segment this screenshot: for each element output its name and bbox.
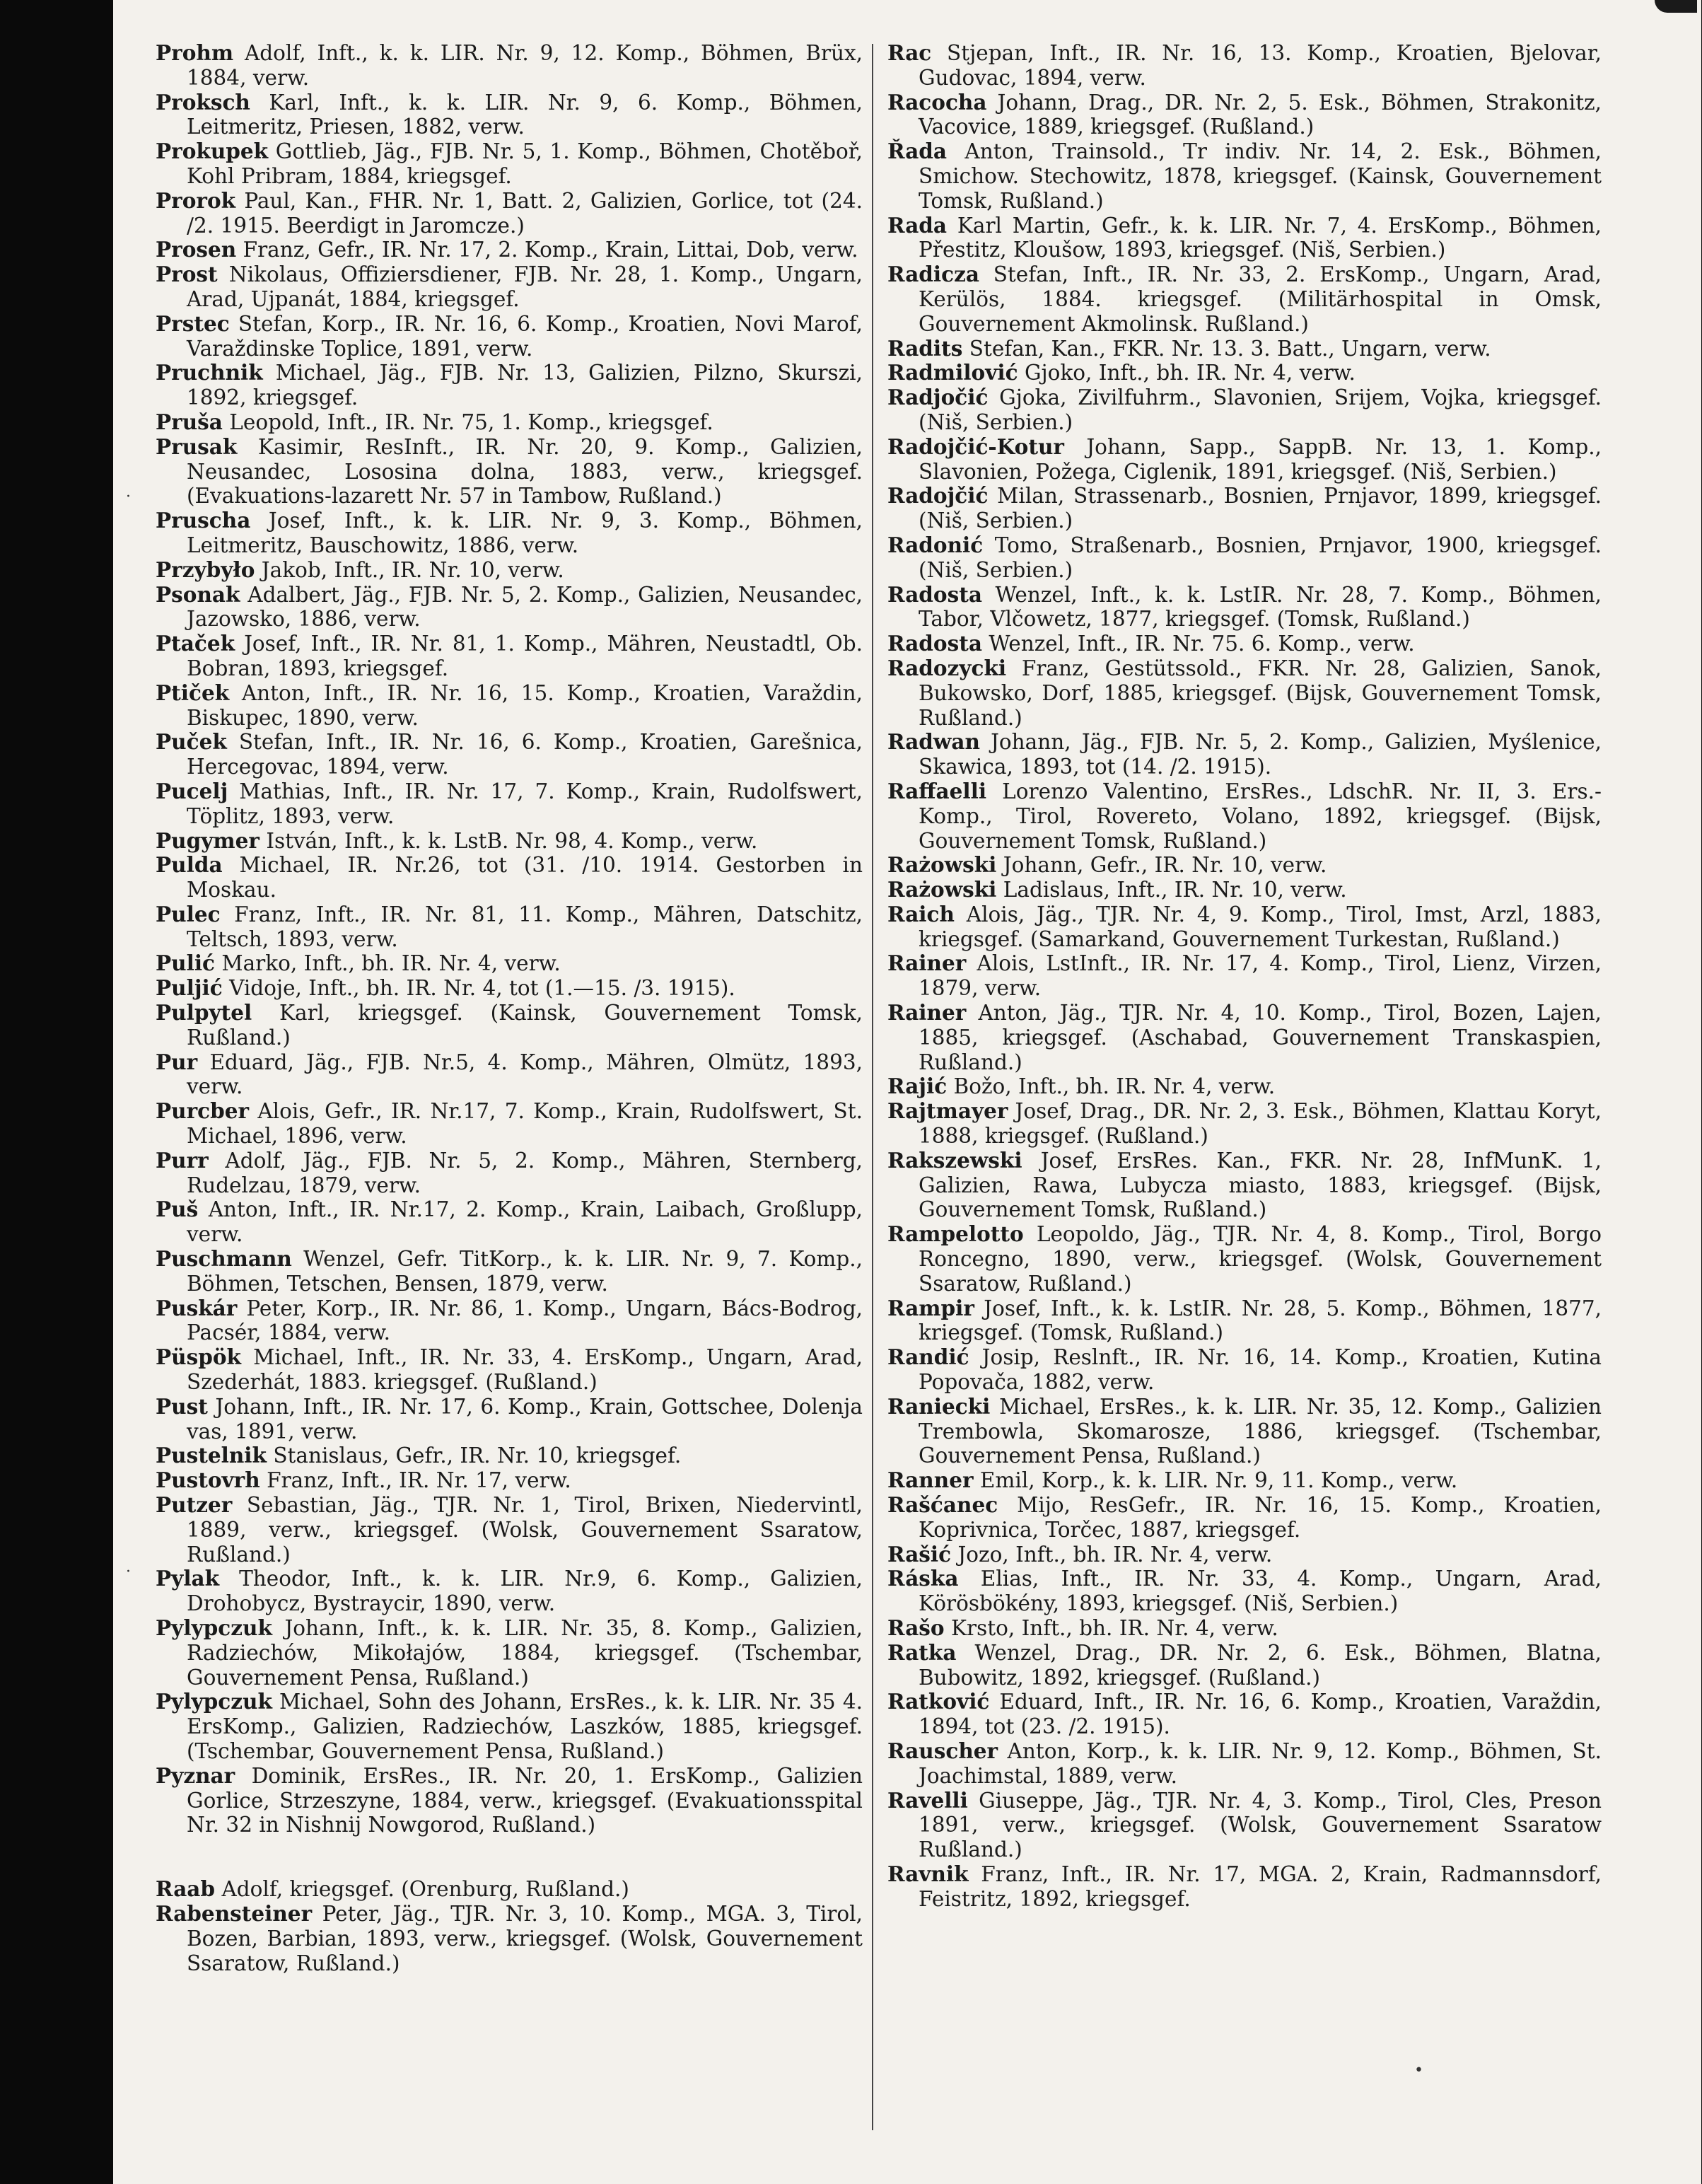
register-entry [156,976,863,1001]
entry-details: Johann, Inft., IR. Nr. 17, 6. Komp., Krain, Gottschee, Dolenja vas, 1891, verw. [187,1394,863,1444]
entry-surname: Raab [156,1876,216,1902]
section-gap [156,1837,863,1877]
entry-surname: Radojčić [887,483,989,509]
entry-surname: Pylypczuk [156,1615,272,1640]
register-entry [156,829,863,854]
entry-details: Josef, Inft., k. k. LstIR. Nr. 28, 5. Komp., Böhmen, 1877, kriegsgef. (Tomsk, Rußland.) [919,1296,1602,1345]
entry-details: Stanislaus, Gefr., IR. Nr. 10, kriegsgef. [266,1444,682,1468]
entry-details: Milan, Strassenarb., Bosnien, Prnjavor, 1899, kriegsgef. (Niš, Serbien.) [919,484,1602,533]
entry-surname: Ratković [887,1689,990,1714]
register-entry [156,1444,863,1468]
entry-details: Alois, Jäg., TJR. Nr. 4, 9. Komp., Tirol, Imst, Arzl, 1883, kriegsgef. (Samarkand, Gouvernement Turkestan, Rußland.) [919,902,1602,951]
register-entry [887,1345,1602,1395]
register-entry [156,41,863,91]
register-entry [156,1567,863,1616]
entry-details: Vidoje, Inft., bh. IR. Nr. 4, tot (1.—15. /3. 1915). [222,976,735,1001]
entry-details: Wenzel, Inft., k. k. LstIR. Nr. 28, 7. Komp., Böhmen, Tabor, Vlčowetz, 1877, kriegsgef. (Tomsk, Rußland.) [919,582,1602,632]
register-entry [887,1641,1602,1690]
entry-surname: Racocha [887,89,987,115]
entry-surname: Pulpytel [156,1000,252,1026]
entry-details: Gottlieb, Jäg., FJB. Nr. 5, 1. Komp., Böhmen, Chotěboř, Kohl Pribram, 1884, kriegsgef. [187,139,863,188]
register-entry [156,262,863,312]
register-entry [887,902,1602,952]
entry-details: Adolf, kriegsgef. (Orenburg, Rußland.) [215,1877,629,1902]
entry-surname: Puskár [156,1295,238,1320]
entry-surname: Randić [887,1344,969,1370]
entry-details: Michael, IR. Nr.26, tot (31. /10. 1914. Gestorben in Moskau. [187,853,863,902]
entry-surname: Ravnik [887,1861,969,1886]
entry-details: Josef, Inft., IR. Nr. 81, 1. Komp., Mähren, Neustadtl, Ob. Bobran, 1893, kriegsgef. [187,632,863,680]
register-entry [156,435,863,509]
entry-surname: Puljić [156,975,223,1001]
register-entry [156,730,863,779]
entry-details: Johann, Sapp., SappB. Nr. 13, 1. Komp., Slavonien, Požega, Ciglenik, 1891, kriegsgef. (Niš, Serbien.) [919,434,1602,484]
entry-surname: Rašić [887,1541,952,1567]
entry-surname: Ravelli [887,1787,968,1813]
register-entry [156,509,863,558]
entry-details: Karl, Inft., k. k. LIR. Nr. 9, 6. Komp., Böhmen, Leitmeritz, Priesen, 1882, verw. [187,90,863,139]
entry-details: Peter, Jäg., TJR. Nr. 3, 10. Komp., MGA. 3, Tirol, Bozen, Barbian, 1893, verw., kriegsgef. (Wolsk, Gouvernement Ssaratow, Rußland.) [187,1901,863,1975]
entry-details: Stefan, Inft., IR. Nr. 16, 6. Komp., Kroatien, Garešnica, Hercegovac, 1894, verw. [187,730,863,779]
entry-details: Stjepan, Inft., IR. Nr. 16, 13. Komp., Kroatien, Bjelovar, Gudovac, 1894, verw. [919,41,1602,90]
register-entry [887,262,1602,336]
register-entry [887,214,1602,263]
entry-details: Sebastian, Jäg., TJR. Nr. 1, Tirol, Brixen, Niedervintl, 1889, verw., kriegsgef. (Wolsk, Gouvernement Ssaratow, Rußland.) [187,1493,863,1567]
entry-details: Jakob, Inft., IR. Nr. 10, verw. [255,557,564,582]
register-entry [156,1149,863,1198]
scan-border [0,0,113,2184]
register-entry [156,1764,863,1837]
entry-details: Anton, Jäg., TJR. Nr. 4, 10. Komp., Tirol, Bozen, Lajen, 1885, kriegsgef. (Aschabad, Gouvernement Transkaspien, Rußland.) [919,1001,1602,1074]
entry-details: Michael, ErsRes., k. k. LIR. Nr. 35, 12. Komp., Galizien Trembowla, Skomarosze, 1886, kriegsgef. (Tschembar, Gouvernement Pensa, Rußland.) [919,1394,1602,1468]
register-entry [887,1543,1602,1567]
entry-surname: Puschmann [156,1246,292,1272]
register-entry [887,583,1602,632]
entry-details: Michael, Sohn des Johann, ErsRes., k. k. LIR. Nr. 35 4. ErsKomp., Galizien, Radziechów, Laszków, 1885, kriegsgef. (Tschembar, Gouvernement Pensa, Rußland.) [187,1690,863,1763]
entry-details: Franz, Inft., IR. Nr. 17, MGA. 2, Krain, Radmannsdorf, Feistritz, 1892, kriegsgef. [919,1861,1602,1911]
entry-details: Anton, Inft., IR. Nr. 16, 15. Komp., Kroatien, Varaždin, Biskupec, 1890, verw. [187,680,863,730]
register-entry [887,337,1602,361]
register-entry [887,1690,1602,1739]
register-entry [156,1247,863,1296]
register-entry [887,139,1602,213]
entry-details: Franz, Gefr., IR. Nr. 17, 2. Komp., Krain, Littai, Dob, verw. [236,238,858,262]
entry-details: Giuseppe, Jäg., TJR. Nr. 4, 3. Komp., Tirol, Cles, Preson 1891, verw., kriegsgef. (Wolsk, Gouvernement Ssaratow Rußland.) [919,1788,1602,1862]
register-entry [156,1001,863,1050]
register-entry [887,1149,1602,1222]
entry-surname: Prorok [156,187,236,213]
register-entry [156,951,863,976]
entry-surname: Rażowski [887,877,997,902]
entry-surname: Raich [887,901,955,927]
entry-surname: Prost [156,262,218,287]
register-entry [887,853,1602,878]
register-entry [887,1789,1602,1862]
register-entry [887,385,1602,435]
entry-details: Alois, LstInft., IR. Nr. 17, 4. Komp., Tirol, Lienz, Virzen, 1879, verw. [919,951,1602,1001]
entry-surname: Radonić [887,532,984,557]
register-entry [887,1001,1602,1074]
entry-surname: Rampelotto [887,1221,1024,1247]
register-entry [156,1493,863,1567]
register-entry [156,1197,863,1247]
entry-details: Josef, ErsRes. Kan., FKR. Nr. 28, InfMunK. 1, Galizien, Rawa, Lubycza miasto, 1883, kriegsgef. (Bijsk, Gouvernement Tomsk, Rußland.) [919,1148,1602,1222]
entry-details: Johann, Drag., DR. Nr. 2, 5. Esk., Böhmen, Strakonitz, Vacovice, 1889, kriegsgef. (Rußland.) [919,90,1602,139]
entry-surname: Pustovrh [156,1468,260,1493]
register-entry [887,1493,1602,1543]
register-entry [156,558,863,583]
entry-details: Johann, Inft., k. k. LIR. Nr. 35, 8. Komp., Galizien, Radziechów, Mikołajów, 1884, kriegsgef. (Tschembar, Gouvernement Pensa, Rußland.) [187,1616,863,1690]
register-entry [156,312,863,361]
entry-details: Wenzel, Inft., IR. Nr. 75. 6. Komp., verw. [981,632,1415,656]
entry-surname: Prosen [156,237,237,262]
register-entry [887,1074,1602,1099]
entry-surname: Rainer [887,951,967,976]
entry-surname: Pucelj [156,778,228,803]
entry-details: Elias, Inft., IR. Nr. 33, 4. Komp., Ungarn, Arad, Körösbökény, 1893, kriegsgef. (Niš, Serbien.) [919,1567,1602,1616]
entry-details: Anton, Korp., k. k. LIR. Nr. 9, 12. Komp., Böhmen, St. Joachimstal, 1889, verw. [919,1738,1602,1788]
entry-details: Ladislaus, Inft., IR. Nr. 10, verw. [996,878,1347,902]
register-entry [887,1222,1602,1296]
entry-details: Stefan, Kan., FKR. Nr. 13. 3. Batt., Ungarn, verw. [962,336,1491,361]
entry-details: Adalbert, Jäg., FJB. Nr. 5, 2. Komp., Galizien, Neusandec, Jazowsko, 1886, verw. [187,582,863,632]
register-entry [887,1862,1602,1912]
register-entry [156,1877,863,1902]
entry-details: Stefan, Inft., IR. Nr. 33, 2. ErsKomp., Ungarn, Arad, Kerülös, 1884. kriegsgef. (Militärhospital in Omsk, Gouvernement Akmolinsk. Rußland.) [919,262,1602,336]
register-entry [887,484,1602,533]
entry-details: Anton, Inft., IR. Nr.17, 2. Komp., Krain, Laibach, Großlupp, verw. [187,1197,863,1247]
register-entry [156,361,863,410]
entry-surname: Ptiček [156,680,230,705]
entry-surname: Ranner [887,1468,974,1493]
entry-details: Gjoko, Inft., bh. IR. Nr. 4, verw. [1018,361,1356,385]
entry-surname: Radojčić-Kotur [887,434,1064,459]
register-entry [156,139,863,189]
entry-surname: Rašćanec [887,1492,998,1518]
register-entry [156,853,863,902]
right-column [887,41,1602,1912]
entry-surname: Rauscher [887,1738,998,1763]
register-entry [887,656,1602,730]
register-entry [887,1296,1602,1346]
entry-surname: Rac [887,40,932,65]
register-entry [156,1099,863,1149]
entry-surname: Radjočić [887,385,989,410]
entry-surname: Radmilović [887,360,1018,385]
entry-surname: Radozycki [887,655,1007,680]
register-entry [156,1296,863,1346]
entry-details: Gjoka, Zivilfuhrm., Slavonien, Srijem, Vojka, kriegsgef. (Niš, Serbien.) [919,385,1602,434]
entry-surname: Putzer [156,1492,233,1518]
entry-details: Marko, Inft., bh. IR. Nr. 4, verw. [215,951,561,976]
entry-details: Mathias, Inft., IR. Nr. 17, 7. Komp., Krain, Rudolfswert, Töplitz, 1893, verw. [187,779,863,828]
register-entry [156,1902,863,1975]
entry-surname: Pylak [156,1566,220,1591]
entry-surname: Purcber [156,1098,250,1124]
entry-surname: Püspök [156,1344,241,1370]
entry-details: Božo, Inft., bh. IR. Nr. 4, verw. [947,1074,1276,1099]
register-entry [887,1468,1602,1493]
register-entry [156,779,863,829]
entry-details: Wenzel, Drag., DR. Nr. 2, 6. Esk., Böhmen, Blatna, Bubowitz, 1892, kriegsgef. (Rußland.) [919,1640,1602,1690]
register-entry [887,533,1602,583]
entry-details: Kasimir, ResInft., IR. Nr. 20, 9. Komp., Galizien, Neusandec, Lososina dolna, 1883, verw., kriegsgef. (Evakuations-lazarett Nr. 57 in Tambow, Rußland.) [187,434,863,509]
entry-surname: Radosta [887,631,982,656]
entry-surname: Radosta [887,581,982,607]
entry-surname: Pur [156,1049,198,1074]
entry-surname: Puček [156,729,227,755]
register-entry [156,410,863,435]
entry-surname: Rašo [887,1615,945,1640]
left-column [156,41,863,1975]
margin-dot: • [1414,2062,1423,2079]
entry-details: Emil, Korp., k. k. LIR. Nr. 9, 11. Komp., verw. [973,1468,1458,1493]
entry-surname: Przybyło [156,557,255,582]
register-entry [156,189,863,238]
entry-details: Karl Martin, Gefr., k. k. LIR. Nr. 7, 4. ErsKomp., Böhmen, Přestitz, Kloušow, 1893, kriegsgef. (Niš, Serbien.) [919,213,1602,262]
entry-surname: Pruša [156,409,223,434]
register-entry [156,1050,863,1100]
entry-details: Josef, Drag., DR. Nr. 2, 3. Esk., Böhmen, Klattau Koryt, 1888, kriegsgef. (Rußland.) [919,1099,1602,1149]
entry-details: Johann, Gefr., IR. Nr. 10, verw. [996,853,1327,878]
entry-surname: Puš [156,1197,199,1222]
register-entry [156,583,863,632]
register-entry [887,91,1602,140]
register-entry [887,1739,1602,1789]
entry-surname: Raniecki [887,1393,991,1419]
entry-surname: Ratka [887,1639,957,1665]
entry-details: Tomo, Straßenarb., Bosnien, Prnjavor, 1900, kriegsgef. (Niš, Serbien.) [919,533,1602,582]
entry-surname: Rainer [887,1000,967,1026]
entry-surname: Pylypczuk [156,1689,272,1714]
entry-surname: Rampir [887,1295,974,1320]
register-entry [887,951,1602,1001]
entry-details: Johann, Jäg., FJB. Nr. 5, 2. Komp., Galizien, Myślenice, Skawica, 1893, tot (14. /2. 1915). [919,730,1602,779]
entry-details: Anton, Trainsold., Tr indiv. Nr. 14, 2. Esk., Böhmen, Smichow. Stechowitz, 1878, kriegsgef. (Kainsk, Gouvernement Tomsk, Rußland.) [919,139,1602,213]
register-entry [156,632,863,681]
entry-details: Karl, kriegsgef. (Kainsk, Gouvernement Tomsk, Rußland.) [187,1001,863,1050]
column-divider [872,44,873,2130]
entry-details: Josip, Reslnft., IR. Nr. 16, 14. Komp., Kroatien, Kutina Popovača, 1882, verw. [919,1345,1602,1395]
entry-details: Nikolaus, Offiziersdiener, FJB. Nr. 28, 1. Komp., Ungarn, Arad, Ujpanát, 1884, kriegsgef. [187,262,863,311]
entry-surname: Prstec [156,310,230,336]
entry-surname: Pyznar [156,1762,235,1788]
entry-details: Leopold, Inft., IR. Nr. 75, 1. Komp., kriegsgef. [222,410,713,434]
entry-details: Stefan, Korp., IR. Nr. 16, 6. Komp., Kroatien, Novi Marof, Varaždinske Toplice, 1891, verw. [187,311,863,361]
entry-surname: Prusak [156,434,238,459]
entry-surname: Ptaček [156,631,235,656]
register-entry [156,902,863,952]
entry-surname: Rakszewski [887,1147,1022,1173]
entry-details: Paul, Kan., FHR. Nr. 1, Batt. 2, Galizien, Gorlice, tot (24. /2. 1915. Beerdigt in Jaromcze.) [187,188,863,238]
register-entry [156,1468,863,1493]
entry-details: István, Inft., k. k. LstB. Nr. 98, 4. Komp., verw. [259,828,758,853]
register-entry [156,1616,863,1690]
page-corner-shadow [1655,0,1697,13]
register-entry [156,91,863,140]
entry-surname: Rabensteiner [156,1900,313,1926]
entry-details: Krsto, Inft., bh. IR. Nr. 4, verw. [944,1616,1278,1640]
entry-surname: Radicza [887,262,979,287]
entry-details: Wenzel, Gefr. TitKorp., k. k. LIR. Nr. 9, 7. Komp., Böhmen, Tetschen, Bensen, 1879, verw. [187,1247,863,1296]
document-page [113,0,1701,2184]
entry-surname: Purr [156,1147,209,1173]
margin-dot: · [126,1563,131,1581]
entry-surname: Rajtmayer [887,1098,1008,1124]
register-entry [887,779,1602,853]
entry-details: Theodor, Inft., k. k. LIR. Nr.9, 6. Komp., Galizien, Drohobycz, Bystraycir, 1890, verw. [187,1567,863,1616]
entry-details: Peter, Korp., IR. Nr. 86, 1. Komp., Ungarn, Bács-Bodrog, Pacsér, 1884, verw. [187,1296,863,1345]
entry-surname: Rażowski [887,852,997,878]
register-entry [887,41,1602,91]
entry-surname: Pulda [156,852,223,878]
entry-details: Josef, Inft., k. k. LIR. Nr. 9, 3. Komp., Böhmen, Leitmeritz, Bauschowitz, 1886, verw. [187,509,863,557]
register-entry [156,1345,863,1395]
entry-surname: Řada [887,139,948,164]
entry-details: Mijo, ResGefr., IR. Nr. 16, 15. Komp., Kroatien, Koprivnica, Torčec, 1887, kriegsgef. [919,1493,1602,1542]
entry-surname: Rada [887,212,948,238]
entry-details: Michael, Jäg., FJB. Nr. 13, Galizien, Pilzno, Skurszi, 1892, kriegsgef. [187,361,863,410]
entry-surname: Proksch [156,89,250,115]
register-entry [156,1690,863,1763]
entry-details: Jozo, Inft., bh. IR. Nr. 4, verw. [951,1542,1273,1567]
register-entry [887,1616,1602,1641]
entry-details: Leopoldo, Jäg., TJR. Nr. 4, 8. Komp., Tirol, Borgo Roncegno, 1890, verw., kriegsgef. (Wolsk, Gouvernement Ssaratow, Rußland.) [919,1222,1602,1296]
register-entry [887,361,1602,385]
entry-surname: Ráska [887,1566,959,1591]
entry-details: Michael, Inft., IR. Nr. 33, 4. ErsKomp., Ungarn, Arad, Szederhát, 1883. kriegsgef. (Rußland.) [187,1345,863,1395]
entry-details: Lorenzo Valentino, ErsRes., LdschR. Nr. II, 3. Ers.-Komp., Tirol, Rovereto, Volano, 1892, kriegsgef. (Bijsk, Gouvernement Tomsk, Rußland.) [919,779,1602,853]
entry-details: Franz, Gestütssold., FKR. Nr. 28, Galizien, Sanok, Bukowsko, Dorf, 1885, kriegsgef. (Bijsk, Gouvernement Tomsk, Rußland.) [919,656,1602,730]
entry-surname: Prohm [156,40,234,65]
entry-details: Dominik, ErsRes., IR. Nr. 20, 1. ErsKomp., Galizien Gorlice, Strzeszyne, 1884, verw., kriegsgef. (Evakuationsspital Nr. 32 in Nishnij Nowgorod, Rußland.) [187,1763,863,1837]
entry-details: Franz, Inft., IR. Nr. 17, verw. [260,1468,571,1493]
register-entry [156,681,863,731]
register-entry [887,435,1602,484]
entry-surname: Pulić [156,951,216,976]
register-entry [887,1395,1602,1468]
entry-surname: Rajić [887,1074,948,1099]
register-entry [887,878,1602,902]
margin-dot: · [126,488,131,506]
entry-surname: Radits [887,335,963,361]
entry-surname: Pugymer [156,827,260,853]
register-entry [887,1567,1602,1616]
register-entry [887,1099,1602,1149]
register-entry [156,238,863,262]
entry-details: Adolf, Inft., k. k. LIR. Nr. 9, 12. Komp., Böhmen, Brüx, 1884, verw. [187,41,863,90]
entry-surname: Radwan [887,729,980,755]
entry-surname: Pulec [156,901,221,927]
entry-surname: Pruchnik [156,360,263,385]
register-entry [156,1395,863,1444]
entry-details: Franz, Inft., IR. Nr. 81, 11. Komp., Mähren, Datschitz, Teltsch, 1893, verw. [187,902,863,951]
entry-details: Eduard, Inft., IR. Nr. 16, 6. Komp., Kroatien, Varaždin, 1894, tot (23. /2. 1915). [919,1690,1602,1739]
entry-surname: Pustelnik [156,1443,267,1468]
entry-details: Eduard, Jäg., FJB. Nr.5, 4. Komp., Mähren, Olmütz, 1893, verw. [187,1050,863,1099]
entry-surname: Pruscha [156,508,251,533]
register-entry [887,632,1602,656]
entry-surname: Pust [156,1393,208,1419]
entry-details: Adolf, Jäg., FJB. Nr. 5, 2. Komp., Mähren, Sternberg, Rudelzau, 1879, verw. [187,1148,863,1197]
register-entry [887,730,1602,779]
entry-surname: Raffaelli [887,778,987,803]
entry-surname: Prokupek [156,139,269,164]
entry-surname: Psonak [156,581,240,607]
entry-details: Alois, Gefr., IR. Nr.17, 7. Komp., Krain, Rudolfswert, St. Michael, 1896, verw. [187,1099,863,1149]
